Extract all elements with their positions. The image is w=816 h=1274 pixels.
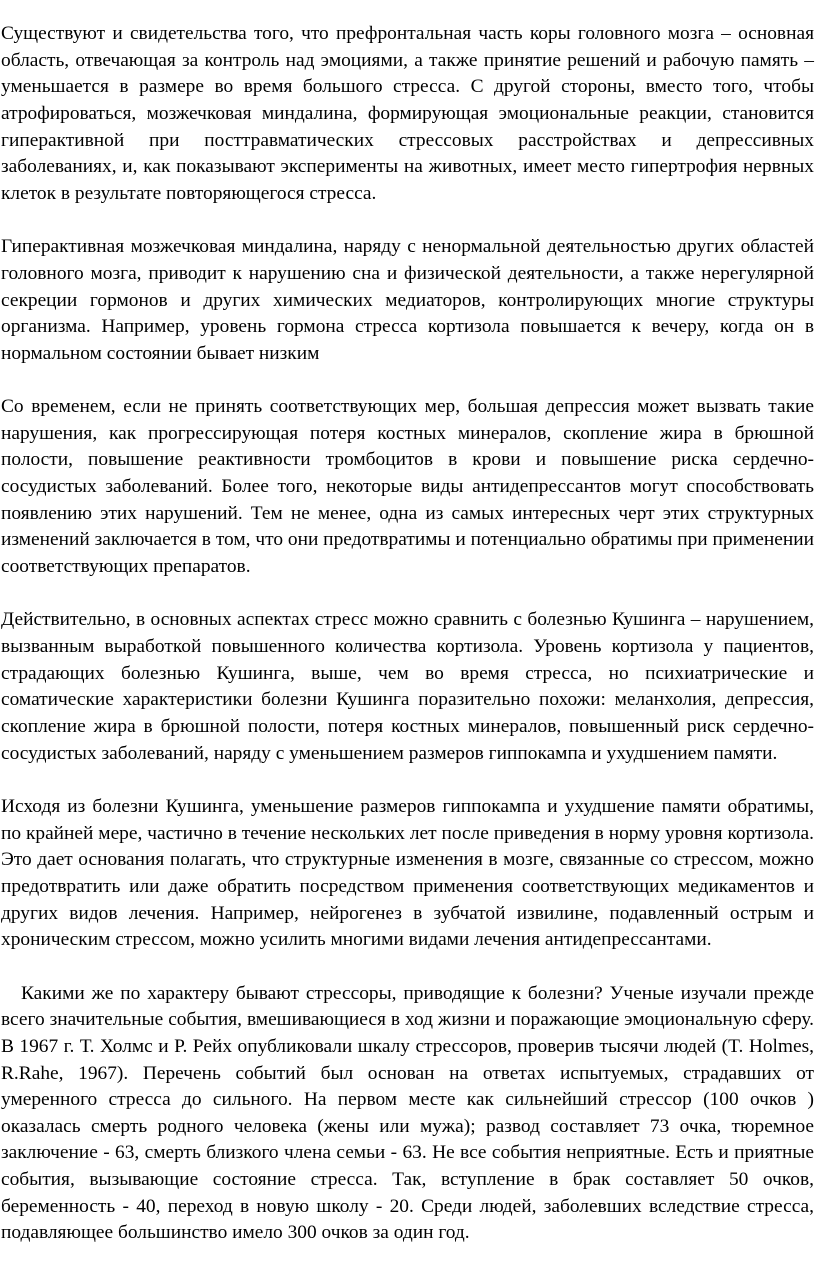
paragraph-reversibility: Исходя из болезни Кушинга, уменьшение размеров гиппокампа и ухудшение памяти обратимы, по крайней мере, частично в течение нескольких лет после приведения в норму уровня кортизола. Это дает основания полагать, что структурные изменения в мозге, связанные со стрессом, можно предотвратить или даже обратить посредством применения соответствующих медикаментов и других видов лечения. Например, нейрогенез в зубчатой извилине, подавленный острым и хроническим стрессом, можно усилить многими видами лечения антидепрессантами.: [1, 795, 814, 951]
paragraph-hyperactive-amygdala: Гиперактивная мозжечковая миндалина, наряду с ненормальной деятельностью других областей головного мозга, приводит к нарушению сна и физической деятельности, а также нерегулярной секреции гормонов и других химических медиаторов, контролирующих многие структуры организма. Например, уровень гормона стресса кортизола повышается к вечеру, когда он в нормальном состоянии бывает низким: [1, 236, 814, 364]
paragraph-prefrontal-cortex: Существуют и свидетельства того, что префронтальная часть коры головного мозга – основная область, отвечающая за контроль над эмоциями, а также принятие решений и рабочую память – уменьшается в размере во время большого стресса. С другой стороны, вместо того, чтобы атрофироваться, мозжечковая миндалина, формирующая эмоциональные реакции, становится гиперактивной при посттравматических стрессовых расстройствах и депрессивных заболеваниях, и, как показывают эксперименты на животных, имеет место гипертрофия нервных клеток в результате повторяющегося стресса.: [1, 23, 814, 204]
paragraph-stressor-scale: Какими же по характеру бывают стрессоры, приводящие к болезни? Ученые изучали прежде всего значительные события, вмешивающиеся в ход жизни и поражающие эмоциональную сферу. В 1967 г. Т. Холмс и Р. Рейх опубликовали шкалу стрессоров, проверив тысячи людей (T. Holmes, R.Rahe, 1967). Перечень событий был основан на ответах испытуемых, страдавших от умеренного стресса до сильного. На первом месте как сильнейший стрессор (100 очков ) оказалась смерть родного человека (жены или мужа); развод составляет 73 очка, тюремное заключение - 63, смерть близкого члена семьи - 63. Не все события неприятные. Есть и приятные события, вызывающие состояние стресса. Так, вступление в брак составляет 50 очков, беременность - 40, переход в новую школу - 20. Среди людей, заболевших вследствие стресса, подавляющее большинство имело 300 очков за один год.: [1, 982, 814, 1244]
paragraph-cushing-disease: Действительно, в основных аспектах стресс можно сравнить с болезнью Кушинга – нарушением, вызванным выработкой повышенного количества кортизола. Уровень кортизола у пациентов, страдающих болезнью Кушинга, выше, чем во время стресса, но психиатрические и соматические характеристики болезни Кушинга поразительно похожи: меланхолия, депрессия, скопление жира в брюшной полости, потеря костных минералов, повышенный риск сердечно-сосудистых заболеваний, наряду с уменьшением размеров гиппокампа и ухудшением памяти.: [1, 609, 814, 764]
paragraph-depression-disorders: Со временем, если не принять соответствующих мер, большая депрессия может вызвать такие нарушения, как прогрессирующая потеря костных минералов, скопление жира в брюшной полости, повышение реактивности тромбоцитов в крови и повышение риска сердечно-сосудистых заболеваний. Более того, некоторые виды антидепрессантов могут способствовать появлению этих нарушений. Тем не менее, одна из самых интересных черт этих структурных изменений заключается в том, что они предотвратимы и потенциально обратимы при применении соответствующих препаратов.: [1, 396, 814, 578]
document-page: [1, 21, 814, 1274]
